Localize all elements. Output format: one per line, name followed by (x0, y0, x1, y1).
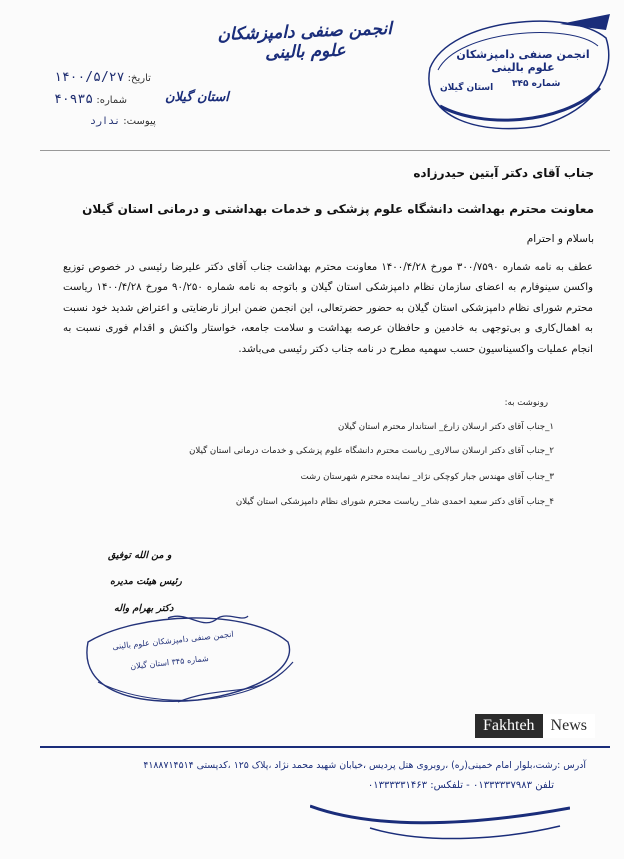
number-value: ۴۰۹۳۵ (54, 92, 94, 107)
signer-name: دکتر بهرام واله (114, 603, 174, 614)
letter-body: عطف به نامه شماره ۳۰۰/۷۵۹۰ مورخ ۱۴۰۰/۴/۲۸ معاونت محترم بهداشت جناب آقای دکتر علیرضا رئیسی در خصوص توزیع واکسن سینوفارم به اعضای سازمان نظام دامپزشکی استان گیلان و باتوجه به نامه شماره ۹۰/۲۵۰ مورخ ۱۴۰۰/۴/۲۸ ریاست محترم شورای نظام دامپزشکی استان گیلان به حضور حضرتعالی، این انجمن ضمن ابراز نارضایتی و اعتراض شدید خود نسبت به اهمال‌کاری و بی‌توجهی به خادمین و حافظان عرصه بهداشت و سلامت جامعه، خواستار واکنش و اقدام فوری نسبت به انجام عملیات واکسیناسیون حسب سهمیه مطرح در نامه جناب دکتر رئیسی می‌باشد. (63, 262, 593, 355)
province-calligraphy: استان گیلان (165, 90, 229, 105)
cc-item-2: ۲_جناب آقای دکتر ارسلان سالاری_ ریاست محترم دانشگاه علوم پزشکی و خدمات درمانی استان گیلان (189, 446, 554, 456)
footer-decoration (310, 798, 570, 848)
signer-role: رئیس هیئت مدیره (110, 576, 182, 587)
footer-divider (40, 746, 610, 748)
date-label: تاریخ (131, 73, 151, 84)
number-row: شماره: ۴۰۹۳۵ (54, 92, 127, 107)
recipient-name: جناب آقای دکتر آبتین حیدرزاده (413, 166, 594, 180)
org-title-calligraphy: انجمن صنفی دامپزشکان علوم بالینی (217, 18, 393, 64)
logo-title: انجمن صنفی دامپزشکان علوم بالینی (456, 48, 590, 74)
logo-city: استان گیلان (440, 83, 494, 93)
attachment-label: پیوست (126, 116, 156, 127)
date-row: تاریخ: ۱۴۰۰/۵/۲۷ (54, 70, 151, 85)
cc-item-3: ۳_جناب آقای مهندس جبار کوچکی نژاد_ نماینده محترم شهرستان رشت (300, 472, 554, 482)
cc-title: رونوشت به: (504, 398, 548, 408)
number-label: شماره (99, 95, 127, 106)
logo-number: شماره ۳۴۵ (512, 79, 561, 89)
footer-address: آدرس :رشت،بلوار امام خمینی(ره) ،روبروی هتل پردیس ،خیابان شهید محمد نژاد ،پلاک ۱۲۵ ،کدپستی ۴۱۸۸۷۱۴۵۱۴ (143, 760, 586, 771)
closing: و من الله توفیق (108, 550, 172, 561)
date-value: ۱۴۰۰/۵/۲۷ (54, 70, 125, 85)
greeting: باسلام و احترام (526, 233, 594, 245)
footer-phones: تلفن ۰۱۳۳۳۳۳۷۹۸۳ - تلفکس: ۰۱۳۳۳۳۳۱۴۶۳ (367, 780, 554, 791)
stamp-subtext: شماره ۳۴۵ استان گیلان (129, 653, 210, 672)
recipient-title: معاونت محترم بهداشت دانشگاه علوم پزشکی و خدمات بهداشتی و درمانی استان گیلان (82, 202, 594, 216)
news-watermark (475, 712, 595, 740)
attachment-row: پیوست: ندارد (90, 116, 156, 127)
cc-item-4: ۴_جناب آقای دکتر سعید احمدی شاد_ ریاست محترم شورای نظام دامپزشکی استان گیلان (235, 497, 554, 507)
watermark-part2: News (543, 714, 595, 738)
stamp-text: انجمن صنفی دامپزشکان علوم بالینی (111, 629, 234, 652)
watermark-part1: Fakhteh (475, 714, 543, 738)
cc-item-1: ۱_جناب آقای دکتر ارسلان زارع_ استاندار محترم استان گیلان (337, 422, 554, 432)
attachment-value: ندارد (90, 116, 121, 127)
header-divider (40, 150, 610, 151)
